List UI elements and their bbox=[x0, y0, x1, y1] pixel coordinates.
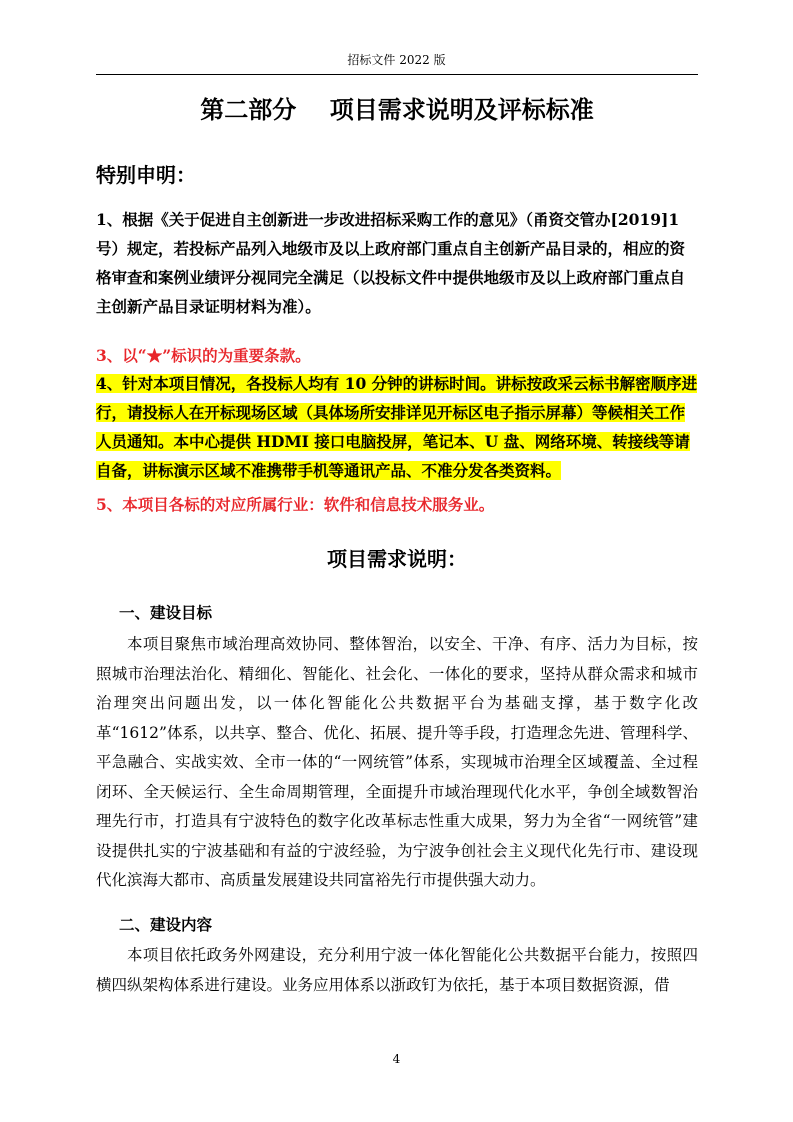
notice-item-4 bbox=[96, 369, 698, 485]
paragraph-construction-goal: 本项目聚焦市域治理高效协同、整体智治，以安全、干净、有序、活力为目标，按照城市治理法治化、精细化、智能化、社会化、一体化的要求，坚持从群众需求和城市治理突出问题出发，以一体化智能化公共数据平台为基础支撑，基于数字化改革“1612”体系，以共享、整合、优化、拓展、提升等手段，打造理念先进、管理科学、平急融合、实战实效、全市一体的“一网统管”体系，实现城市治理全区域覆盖、全过程闭环、全天候运行、全生命周期管理，全面提升市域治理现代化水平，争创全域数智治理先行市，打造具有宁波特色的数字化改革标志性重大成果，努力为全省“一网统管”建设提供扎实的宁波基础和有益的宁波经验，为宁波争创社会主义现代化先行市、建设现代化滨海大都市、高质量发展建设共同富裕先行市提供强大动力。 bbox=[96, 635, 698, 889]
part-title: 第二部分 项目需求说明及评标标准 bbox=[200, 95, 594, 124]
notice-item-3: 3、以“★”标识的为重要条款。 bbox=[96, 346, 311, 365]
heading-construction-goal: 一、建设目标 bbox=[119, 603, 213, 622]
heading-construction-content: 二、建设内容 bbox=[119, 915, 213, 934]
paragraph-construction-content: 本项目依托政务外网建设，充分利用宁波一体化智能化公共数据平台能力，按照四横四纵架构体系进行建设。业务应用体系以浙政钉为依托，基于本项目数据资源，借 bbox=[96, 946, 698, 994]
page-header: 招标文件 2022 版 bbox=[347, 53, 446, 67]
section-title: 项目需求说明： bbox=[327, 547, 467, 571]
notice-item-1: 1、根据《关于促进自主创新进一步改进招标采购工作的意见》（甬资交管办[2019]1 号）规定，若投标产品列入地级市及以上政府部门重点自主创新产品目录的，相应的资格审查和案例业绩评分视同完全满足（以投标文件中提供地级市及以上政府部门重点自主创新产品目录证明材料为准）。 bbox=[96, 210, 686, 316]
notice-item-4-highlight: 4、针对本项目情况，各投标人均有 10 分钟的讲标时间。讲标按政采云标书解密顺序进行，请投标人在开标现场区域（具体场所安排详见开标区电子指示屏幕）等候相关工作人员通知。本中心提供 HDMI 接口电脑投屏，笔记本、U 盘、网络环境、转接线等请自备，讲标演示区域不准携带手机等通讯产品、不准分发各类资料。 bbox=[96, 374, 698, 480]
page-number: 4 bbox=[392, 1052, 401, 1066]
notice-item-5: 5、本项目各标的对应所属行业：软件和信息技术服务业。 bbox=[96, 495, 495, 514]
notice-title: 特别申明： bbox=[96, 163, 196, 187]
header-rule bbox=[96, 74, 698, 75]
